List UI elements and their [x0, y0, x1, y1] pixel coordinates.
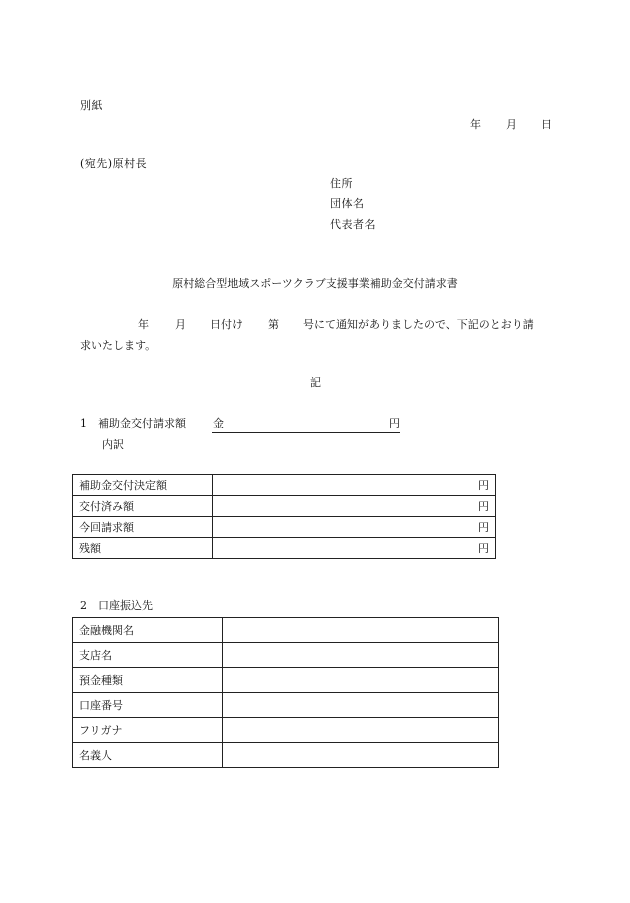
page-title: 原村総合型地域スポーツクラブ支援事業補助金交付請求書	[172, 277, 458, 290]
group-name-label: 団体名	[330, 197, 365, 210]
table-row	[73, 718, 499, 743]
table-row	[73, 517, 496, 538]
bank-account-table	[72, 617, 499, 768]
body-line2: 求いたします。	[80, 339, 157, 352]
ki-label: 記	[310, 376, 321, 389]
amount-underline	[212, 432, 400, 433]
row-value-cell[interactable]	[223, 693, 499, 718]
row-label: 預金種類	[73, 668, 223, 693]
attachment-label: 別紙	[80, 99, 103, 112]
amount-yen: 円	[389, 417, 400, 430]
row-label: 補助金交付決定額	[73, 475, 213, 496]
row-value-cell[interactable]	[223, 743, 499, 768]
date-year: 年	[470, 118, 481, 131]
table-row	[73, 668, 499, 693]
row-value-cell[interactable]	[223, 618, 499, 643]
row-value-cell[interactable]: 円	[213, 475, 496, 496]
body-month: 月	[175, 318, 186, 331]
table-row	[73, 496, 496, 517]
table-row	[73, 693, 499, 718]
row-label: 交付済み額	[73, 496, 213, 517]
row-label: フリガナ	[73, 718, 223, 743]
row-value-cell[interactable]: 円	[213, 517, 496, 538]
body-year: 年	[138, 318, 149, 331]
row-label: 残額	[73, 538, 213, 559]
breakdown-table	[72, 474, 496, 559]
row-value-cell[interactable]	[223, 643, 499, 668]
breakdown-label: 内訳	[102, 438, 124, 451]
representative-label: 代表者名	[330, 218, 376, 231]
row-label: 今回請求額	[73, 517, 213, 538]
row-label: 口座番号	[73, 693, 223, 718]
row-value-cell[interactable]: 円	[213, 496, 496, 517]
body-line1-rest: 号にて通知がありましたので、下記のとおり請	[303, 318, 534, 331]
body-dated: 日付け	[210, 318, 243, 331]
addressee: (宛先)原村長	[80, 157, 148, 170]
row-value-cell[interactable]	[223, 718, 499, 743]
date-day: 日	[541, 118, 552, 131]
table-row	[73, 475, 496, 496]
section2-heading: 2 口座振込先	[80, 599, 153, 612]
row-value-cell[interactable]: 円	[213, 538, 496, 559]
table-row	[73, 538, 496, 559]
row-label: 名義人	[73, 743, 223, 768]
body-dai: 第	[268, 318, 279, 331]
date-month: 月	[506, 118, 517, 131]
table-row	[73, 643, 499, 668]
section1-heading: 1 補助金交付請求額	[80, 417, 186, 430]
row-value-cell[interactable]	[223, 668, 499, 693]
table-row	[73, 618, 499, 643]
row-label: 支店名	[73, 643, 223, 668]
table-row	[73, 743, 499, 768]
address-label: 住所	[330, 177, 353, 190]
amount-kin: 金	[213, 417, 224, 430]
row-label: 金融機関名	[73, 618, 223, 643]
